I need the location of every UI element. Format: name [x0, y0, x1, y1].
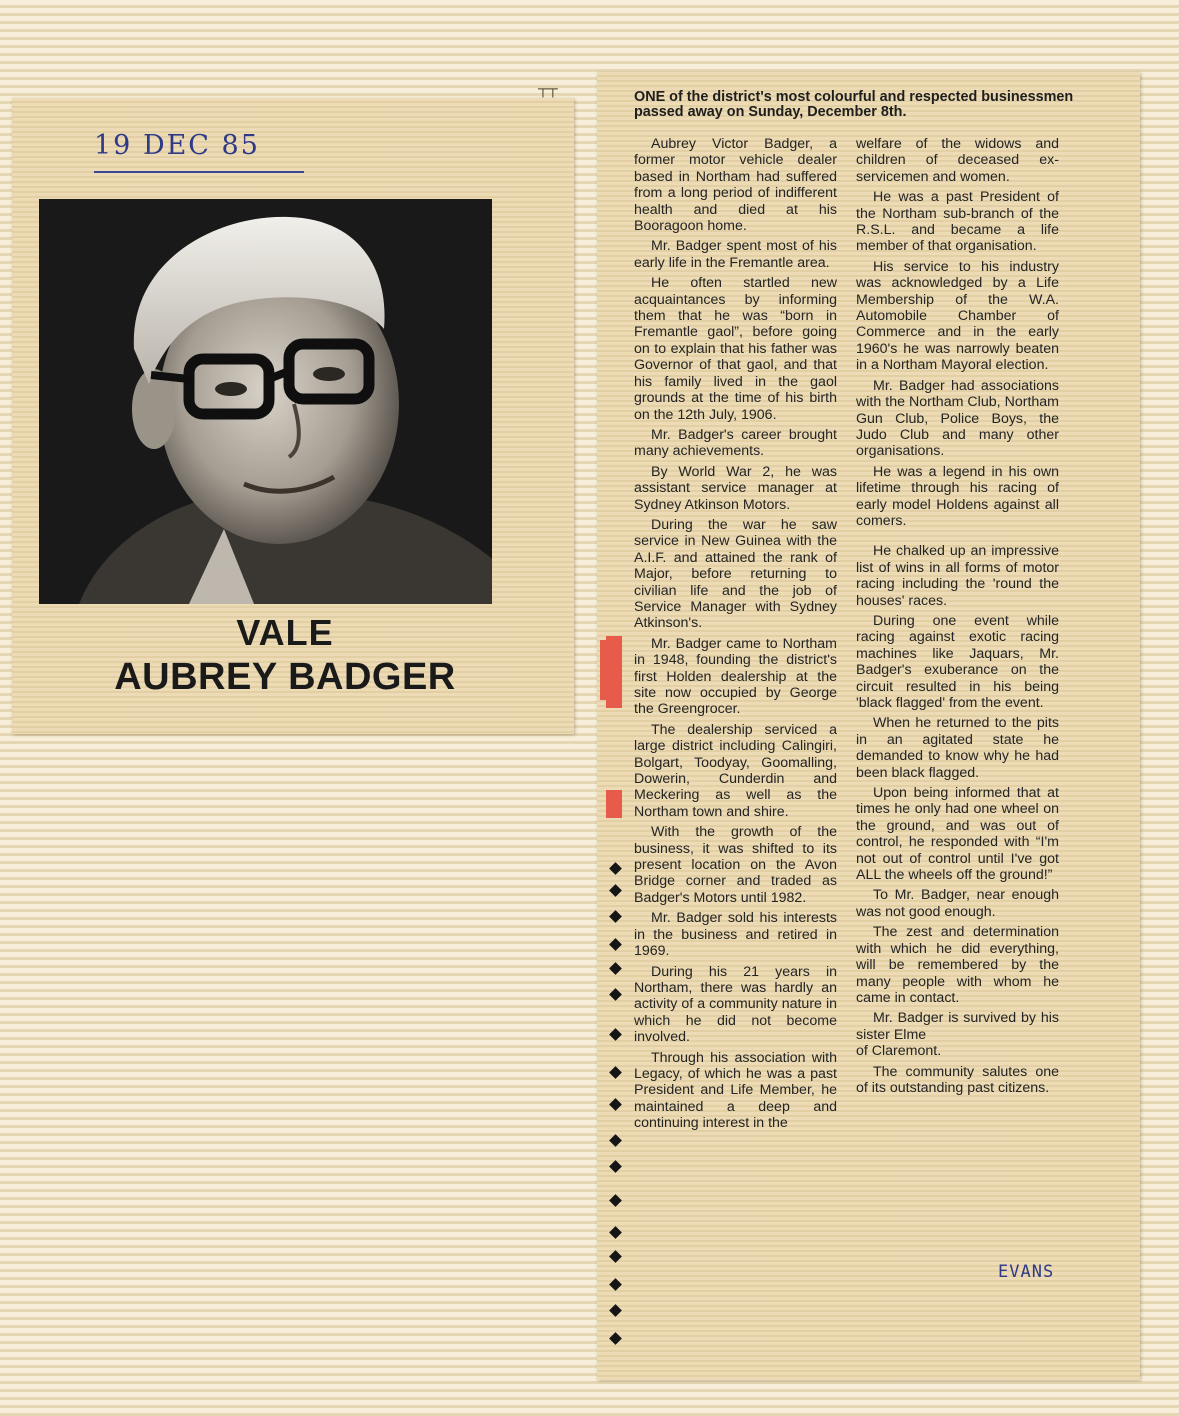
heading-vale: VALE [236, 612, 334, 653]
paragraph: During the war he saw service in New Guinea with the A.I.F. and attained the rank of Major, before returning to civilian life and the job of Service Manager with Sydney Atkinson's. [634, 516, 837, 632]
pin-mark-icon: ┬┬ [538, 80, 558, 96]
paragraph: Mr. Badger is survived by his sister Elme [856, 1010, 1059, 1043]
paragraph: His service to his industry was acknowledged by a Life Membership of the W.A. Automobile Chamber of Commerce and in the early 1960's he was narrowly beaten in a Northam Mayoral election. [856, 258, 1059, 374]
paragraph: Upon being informed that at times he only had one wheel on the ground, and was out of control, he responded with “I'm not out of control until I've got ALL the wheels off the ground!” [856, 785, 1059, 884]
paragraph: Mr. Badger's career brought many achievements. [634, 426, 837, 460]
paragraph: The community salutes one of its outstanding past citizens. [856, 1063, 1059, 1096]
paragraph: During his 21 years in Northam, there was hardly an activity of a community nature in which he did not become involved. [634, 963, 837, 1046]
paragraph: Mr. Badger spent most of his early life in the Fremantle area. [634, 238, 837, 271]
highlight-mark [606, 636, 622, 708]
portrait-photo [39, 199, 492, 604]
paragraph: He chalked up an impressive list of wins in all forms of motor racing including the 'round the houses' races. [856, 543, 1059, 609]
paragraph: The dealership serviced a large district including Calingiri, Bolgart, Toodyay, Goomalling, Dowerin, Cunderdin and Meckering as well as the Northam town and shire. [634, 721, 837, 820]
paragraph: welfare of the widows and children of deceased ex-servicemen and women. [856, 136, 1059, 185]
paragraph: Mr. Badger sold his interests in the business and retired in 1969. [634, 910, 837, 960]
paragraph: Mr. Badger came to Northam in 1948, founding the district's first Holden dealership at the site now occupied by George the Greengrocer. [634, 635, 837, 718]
paragraph: With the growth of the business, it was shifted to its present location on the Avon Bridge corner and traded as Badger's Motors until 1982. [634, 824, 837, 906]
article-column-2 [856, 136, 1059, 1100]
handwritten-date: 19 DEC 85 [94, 130, 304, 173]
paragraph: He often startled new acquaintances by informing them that he was “born in Fremantle gaol”, before going on to explain that his father was Governor of that gaol, and that his family lived in the gaol grounds at the time of his birth on the 12th July, 1906. [634, 275, 837, 423]
paragraph: of Claremont. [856, 1043, 942, 1060]
paragraph: When he returned to the pits in an agitated state he demanded to know why he had been black flagged. [856, 715, 1059, 781]
paragraph: During one event while racing against exotic racing machines like Jaquars, Mr. Badger's exuberance on the circuit resulted in his being 'black flagged' from the event. [856, 612, 1059, 711]
paragraph: Mr. Badger had associations with the Northam Club, Northam Gun Club, Police Boys, the Judo Club and many other organisations. [856, 377, 1059, 460]
paragraph: He was a past President of the Northam sub-branch of the R.S.L. and became a life member of that organisation. [856, 189, 1059, 255]
highlight-mark [606, 790, 622, 818]
heading-name: AUBREY BADGER [114, 656, 456, 698]
paragraph: Aubrey Victor Badger, a former motor vehicle dealer based in Northam had suffered from a long period of indifferent health and died at his Booragoon home. [634, 136, 837, 235]
handwritten-surname: EVANS [998, 1262, 1055, 1282]
paragraph: The zest and determination with which he did everything, will be remembered by the many people with whom he came in contact. [856, 924, 1059, 1006]
paragraph: He was a legend in his own lifetime through his racing of early model Holdens against all comers. [856, 463, 1059, 529]
paragraph: To Mr. Badger, near enough was not good enough. [856, 887, 1059, 920]
article-column-1 [634, 136, 837, 1136]
article-headline: ONE of the district's most colourful and respected businessmen passed away on Sunday, December 8th. [634, 89, 1074, 120]
portrait-illustration [39, 199, 492, 604]
paragraph: By World War 2, he was assistant service manager at Sydney Atkinson Motors. [634, 463, 837, 513]
paragraph: Through his association with Legacy, of which he was a past President and Life Member, he maintained a deep and continuing interest in the [634, 1049, 837, 1132]
